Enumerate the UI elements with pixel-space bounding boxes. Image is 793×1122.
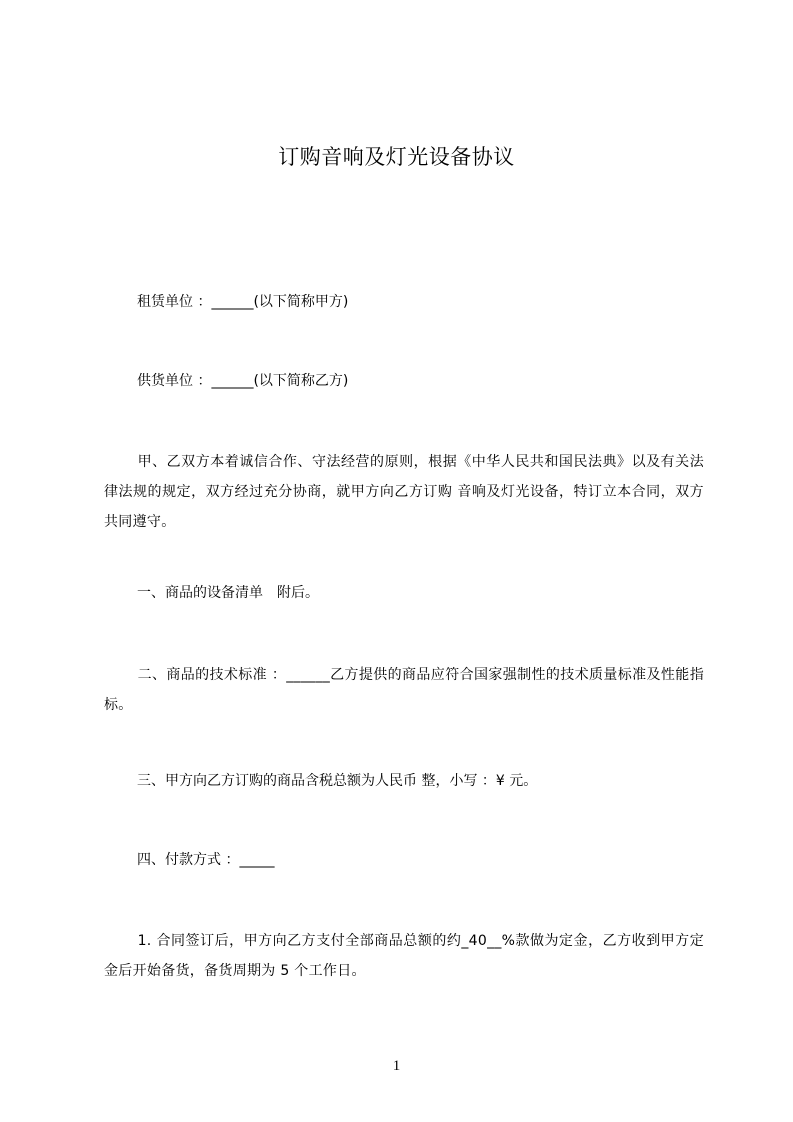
- payment-item-1: 1. 合同签订后，甲方向乙方支付全部商品总额的约_40__%款做为定金，乙方收到甲方定金后开始备货，备货周期为 5 个工作日。: [104, 933, 704, 979]
- lessee-line: 租赁单位 ：______(以下简称甲方): [137, 294, 349, 310]
- clause-2-technical-standard: 二、商品的技术标准 ：______乙方提供的商品应符合国家强制性的技术质量标准及性能指标。: [104, 667, 704, 713]
- clause-4-payment-method: 四、付款方式 ：_____: [137, 852, 275, 868]
- page-number: 1: [392, 1058, 401, 1074]
- clause-3-total-amount: 三、甲方向乙方订购的商品含税总额为人民币 整，小写 ：¥ 元。: [137, 773, 538, 789]
- preamble-paragraph: 甲、乙双方本着诚信合作、守法经营的原则，根据《中华人民共和国民法典》以及有关法律法规的规定，双方经过充分协商，就甲方向乙方订购 音响及灯光设备，特订立本合同，双方共同遵守。: [104, 454, 704, 530]
- supplier-line: 供货单位 ：______(以下简称乙方): [137, 373, 349, 389]
- clause-1-equipment-list: 一、商品的设备清单 附后。: [137, 585, 319, 601]
- document-title: 订购音响及灯光设备协议: [278, 145, 515, 169]
